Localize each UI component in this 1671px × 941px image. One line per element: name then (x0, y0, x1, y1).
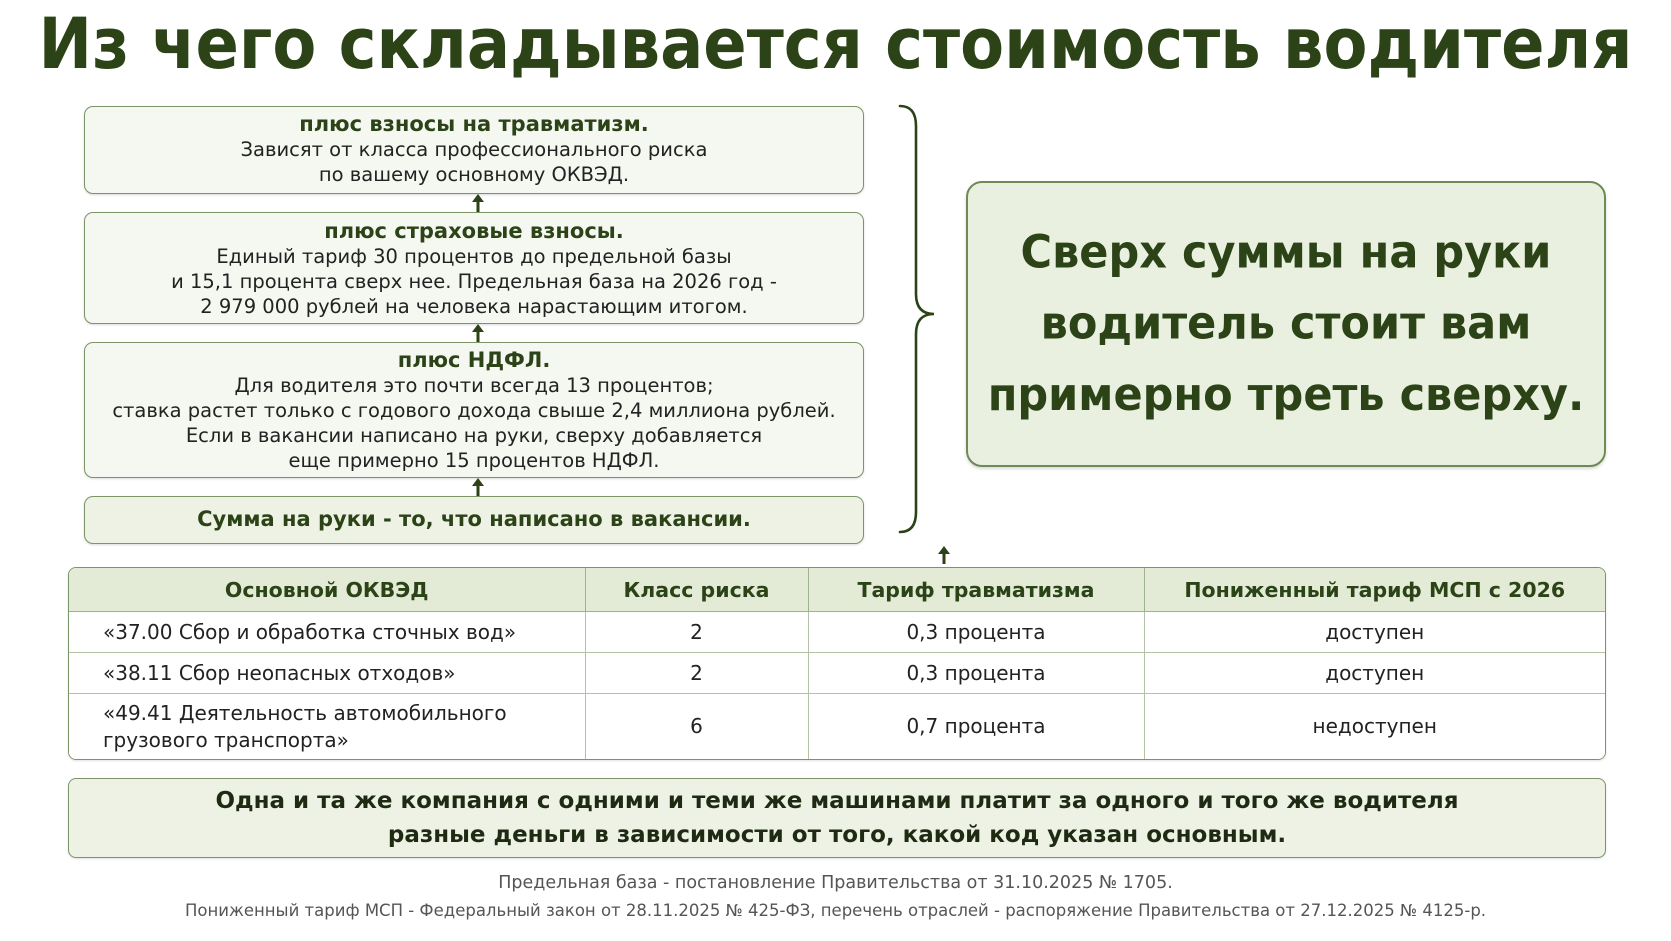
msp-cell: доступен (1144, 612, 1605, 653)
table-row (69, 653, 1605, 694)
step-card-insurance (84, 212, 864, 324)
tariff-cell: 0,3 процента (808, 612, 1144, 653)
step-heading: плюс НДФЛ. (397, 348, 551, 372)
arrow-up-icon (472, 324, 484, 342)
conclusion-note (68, 778, 1606, 858)
okved-cell (69, 694, 585, 760)
column-header: Пониженный тариф МСП с 2026 (1144, 568, 1605, 612)
okved-table (68, 567, 1606, 760)
step-heading: плюс страховые взносы. (324, 219, 624, 243)
arrow-up-icon (938, 546, 950, 564)
okved-cell: «38.11 Сбор неопасных отходов» (69, 653, 585, 694)
step-text: Единый тариф 30 процентов до предельной базы (216, 245, 732, 268)
step-text: Если в вакансии написано на руки, сверху добавляется (185, 424, 763, 447)
footer-source-line: Предельная база - постановление Правительства от 31.10.2025 № 1705. (498, 873, 1173, 893)
table-row (69, 694, 1605, 760)
risk-cell: 2 (585, 653, 808, 694)
risk-cell: 6 (585, 694, 808, 760)
okved-line: грузового транспорта» (103, 727, 349, 752)
column-header: Основной ОКВЭД (69, 568, 585, 612)
step-text: ставка растет только с годового дохода свыше 2,4 миллиона рублей. (112, 399, 836, 422)
step-card-net-salary (84, 496, 864, 544)
okved-cell: «37.00 Сбор и обработка сточных вод» (69, 612, 585, 653)
summary-line: водитель стоит вам (1040, 297, 1532, 351)
note-line: разные деньги в зависимости от того, какой код указан основным. (387, 822, 1287, 848)
arrow-up-icon (472, 478, 484, 496)
column-header: Класс риска (585, 568, 808, 612)
step-text: еще примерно 15 процентов НДФЛ. (288, 449, 660, 472)
step-text: по вашему основному ОКВЭД. (318, 163, 630, 186)
table-row (69, 612, 1605, 653)
step-text: 2 979 000 рублей на человека нарастающим итогом. (200, 295, 748, 318)
curly-brace-icon (898, 104, 942, 534)
summary-text (988, 217, 1585, 431)
note-line: Одна и та же компания с одними и теми же машинами платит за одного и того же водителя (215, 788, 1459, 814)
step-text: Для водителя это почти всегда 13 процентов; (234, 374, 714, 397)
okved-line: «49.41 Деятельность автомобильного (103, 700, 507, 725)
summary-line: Сверх суммы на руки (1020, 226, 1552, 279)
step-text: Зависят от класса профессионального риска (240, 138, 708, 161)
footer-source-line: Пониженный тариф МСП - Федеральный закон от 28.11.2025 № 425-ФЗ, перечень отраслей - распоряжение Правительства от 27.12.2025 № 4125-р. (184, 901, 1487, 920)
risk-cell: 2 (585, 612, 808, 653)
table-header-row (69, 568, 1605, 612)
arrow-up-icon (472, 194, 484, 212)
page-title: Из чего складывается стоимость водителя (38, 4, 1633, 86)
step-card-injury (84, 106, 864, 194)
summary-line: примерно треть сверху. (987, 369, 1585, 422)
step-heading: Сумма на руки - то, что написано в вакансии. (197, 507, 751, 531)
msp-cell: доступен (1144, 653, 1605, 694)
step-text: и 15,1 процента сверх нее. Предельная база на 2026 год - (171, 270, 777, 293)
tariff-cell: 0,7 процента (808, 694, 1144, 760)
step-card-ndfl (84, 342, 864, 478)
column-header: Тариф травматизма (808, 568, 1144, 612)
msp-cell: недоступен (1144, 694, 1605, 760)
tariff-cell: 0,3 процента (808, 653, 1144, 694)
summary-box (966, 181, 1606, 467)
step-heading: плюс взносы на травматизм. (299, 112, 649, 136)
